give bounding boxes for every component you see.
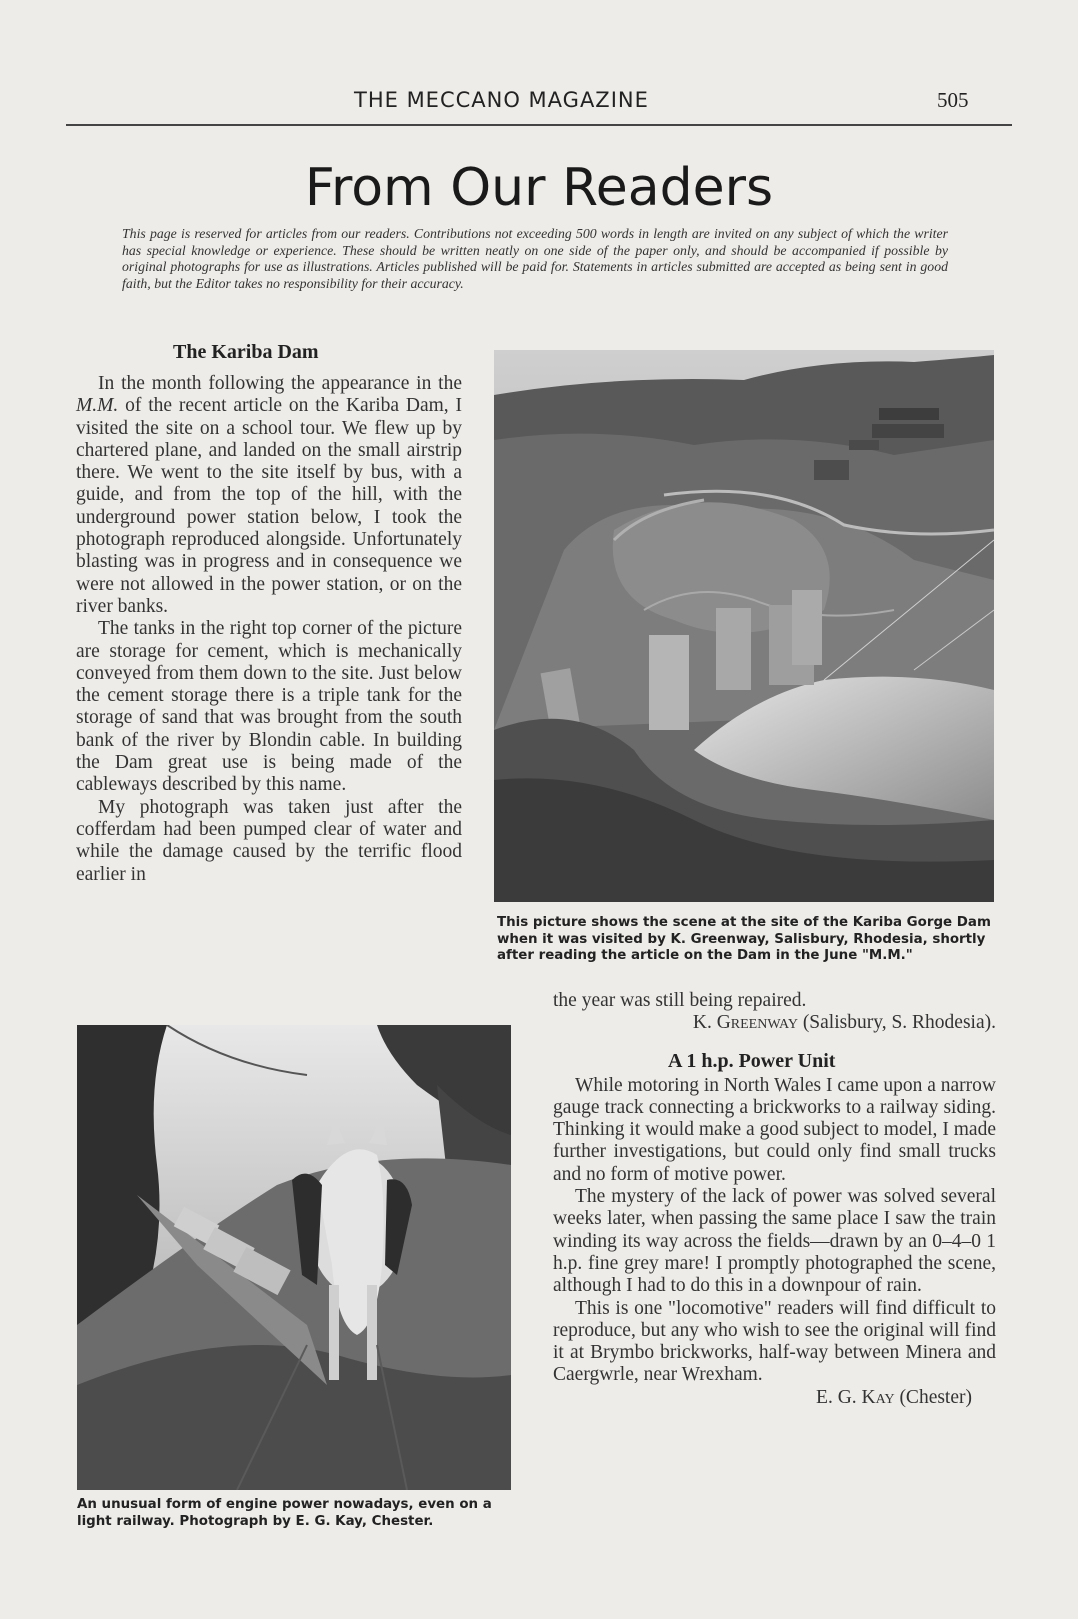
author-signature-kay: E. G. Kay (Chester) (816, 1386, 972, 1408)
page-title: From Our Readers (304, 158, 774, 218)
author-signature-greenway: K. Greenway (Salisbury, S. Rhodesia). (692, 1012, 996, 1034)
horse-train-photo (77, 1025, 511, 1490)
horse-photo-caption: An unusual form of engine power nowadays, even on a light railway. Photograph by E. G. Kay, Chester. (77, 1497, 492, 1529)
running-head: THE MECCANO MAGAZINE (354, 88, 649, 112)
power-paragraph-2: The mystery of the lack of power was solved several weeks later, when passing the same place I saw the train winding its way across the fields—drawn by an 0–4–0 1 h.p. fine grey mare! I promptly photographed the scene, although I had to do this in a downpour of rain. (553, 1186, 996, 1297)
header-rule (66, 124, 1012, 126)
kariba-paragraph-3: My photograph was taken just after the cofferdam had been pumped clear of water and while the damage caused by the terrific flood earlier in (76, 796, 462, 885)
kariba-paragraph-3-continued: the year was still being repaired. (553, 990, 807, 1011)
article-heading-kariba-dam: The Kariba Dam (173, 341, 319, 363)
power-paragraph-3: This is one "locomotive" readers will find difficult to reproduce, but any who wish to see the original will find it at Brymbo brickworks, half-way between Minera and Caergwrle, near Wrexham. (553, 1297, 996, 1386)
power-paragraph-1: While motoring in North Wales I came upon a narrow gauge track connecting a brickworks to a railway siding. Thinking it would make a good subject to model, I made further investigations, but could only find small trucks and no form of motive power. (553, 1074, 996, 1185)
kariba-paragraph-2: The tanks in the right top corner of the picture are storage for cement, which is mechanically conveyed from them down to the site. Just below the cement storage there is a triple tank for the storage of sand that was brought from the south bank of the river by Blondin cable. In building the Dam great use is being made of the cableways described by this name. (76, 618, 462, 796)
kariba-dam-photo (494, 350, 994, 902)
article-kariba-left-column (76, 373, 462, 886)
article-heading-power-unit: A 1 h.p. Power Unit (668, 1050, 836, 1072)
kariba-photo-caption: This picture shows the scene at the site of the Kariba Gorge Dam when it was visited by K. Greenway, Salisbury, Rhodesia, shortly after reading the article on the Dam in the June "M.M." (497, 915, 991, 964)
page-number: 505 (937, 88, 969, 112)
intro-note: This page is reserved for articles from our readers. Contributions not exceeding 500 words in length are invited on any subject of which the writer has special knowledge or experience. These should be written neatly on one side of the paper only, and should be accompanied if possible by original photographs for use as illustrations. Articles published will be paid for. Statements in articles submitted are accepted as being sent in good faith, but the Editor takes no responsibility for their accuracy. (122, 226, 948, 291)
kariba-paragraph-1: In the month following the appearance in the M.M. of the recent article on the Kariba Dam, I visited the site on a school tour. We flew up by chartered plane, and landed on the small airstrip there. We went to the site itself by bus, with a guide, and from the top of the hill, with the underground power station below, I took the photograph reproduced alongside. Unfortunately blasting was in progress and in consequence we were not allowed in the power station, or on the river banks. (76, 373, 462, 617)
